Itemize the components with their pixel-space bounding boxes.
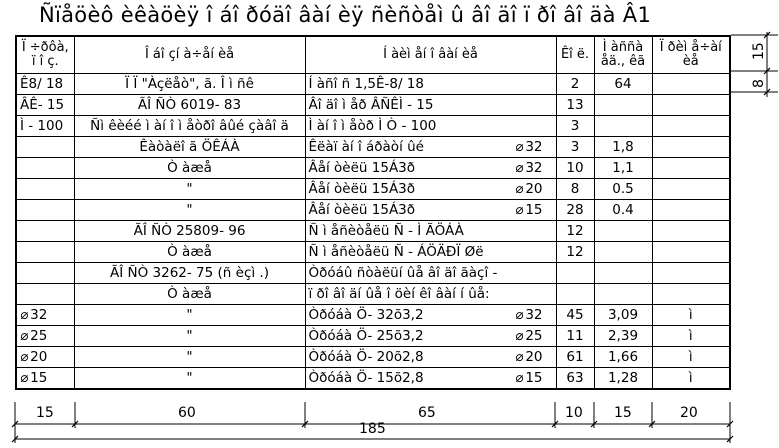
cell-unit-mass bbox=[594, 263, 652, 284]
cell-quantity: 28 bbox=[556, 200, 594, 221]
cell-unit-mass: 3,09 bbox=[594, 305, 652, 326]
cell-designation: Ò àæå bbox=[74, 242, 305, 263]
table-row bbox=[16, 158, 730, 179]
cell-unit-mass bbox=[594, 242, 652, 263]
cell-position bbox=[16, 179, 74, 200]
cell-note bbox=[652, 158, 730, 179]
header-note: Ï ðèì å÷àí èå bbox=[652, 36, 730, 74]
item-name: ï ðî âî äí ûå î öèí êî âàí í ûå: bbox=[308, 286, 490, 302]
cell-quantity: 12 bbox=[556, 221, 594, 242]
item-name: Òðóáû ñòàëüí ûå âî äî ãàçî - bbox=[308, 265, 498, 281]
cell-unit-mass: 1,1 bbox=[594, 158, 652, 179]
cell-quantity: 8 bbox=[556, 179, 594, 200]
cell-quantity bbox=[556, 284, 594, 305]
diameter-icon: ⌀ bbox=[515, 139, 524, 155]
cell-designation: " bbox=[74, 326, 305, 347]
cell-note bbox=[652, 137, 730, 158]
cell-position bbox=[16, 326, 74, 347]
cell-name bbox=[305, 242, 556, 263]
cell-name bbox=[305, 368, 556, 390]
header-name: Í àèì åí î âàí èå bbox=[305, 36, 556, 74]
header-designation: Î áî çí à÷åí èå bbox=[74, 36, 305, 74]
cell-note: ì bbox=[652, 326, 730, 347]
item-diameter: 15 bbox=[525, 370, 543, 386]
cell-note bbox=[652, 179, 730, 200]
cell-name bbox=[305, 326, 556, 347]
item-name: Òðóáà Ö- 15õ2,8 bbox=[308, 370, 424, 386]
cell-note bbox=[652, 74, 730, 95]
header-unit-mass: Ì àññà åä., êã bbox=[594, 36, 652, 74]
cell-note bbox=[652, 200, 730, 221]
cell-position bbox=[16, 200, 74, 221]
diameter-icon: ⌀ bbox=[515, 307, 524, 323]
cell-quantity: 3 bbox=[556, 137, 594, 158]
dim-row-height: 8 bbox=[751, 79, 767, 88]
cell-quantity: 61 bbox=[556, 347, 594, 368]
cell-unit-mass: 1,28 bbox=[594, 368, 652, 390]
item-diameter: 32 bbox=[525, 139, 543, 155]
diameter-icon: ⌀ bbox=[20, 370, 29, 386]
cell-designation: Ï Ï "Àçëåò", ã. Î ì ñê bbox=[74, 74, 305, 95]
cell-note bbox=[652, 116, 730, 137]
cell-name bbox=[305, 347, 556, 368]
cell-quantity: 45 bbox=[556, 305, 594, 326]
cell-position bbox=[16, 368, 74, 390]
cell-position bbox=[16, 221, 74, 242]
dim-col-4: 10 bbox=[565, 405, 583, 421]
table-row bbox=[16, 284, 730, 305]
table-row bbox=[16, 95, 730, 116]
item-name: Òðóáà Ö- 25õ3,2 bbox=[308, 328, 424, 344]
cell-designation: Êàòàëî ã ÖÊÁÀ bbox=[74, 137, 305, 158]
position-diameter: 32 bbox=[30, 307, 48, 323]
cell-name bbox=[305, 158, 556, 179]
cell-name bbox=[305, 221, 556, 242]
cell-designation: " bbox=[74, 368, 305, 390]
cell-unit-mass bbox=[594, 221, 652, 242]
cell-name bbox=[305, 200, 556, 221]
cell-quantity bbox=[556, 263, 594, 284]
cell-note bbox=[652, 95, 730, 116]
cell-position: Ê8/ 18 bbox=[16, 74, 74, 95]
table-row bbox=[16, 305, 730, 326]
item-diameter: 32 bbox=[525, 160, 543, 176]
item-name: Âåí òèëü 15Á3ð bbox=[308, 160, 416, 176]
dim-col-1: 15 bbox=[36, 405, 54, 421]
diameter-icon: ⌀ bbox=[515, 202, 524, 218]
cell-note: ì bbox=[652, 305, 730, 326]
cell-position: ÂÊ- 15 bbox=[16, 95, 74, 116]
cell-name bbox=[305, 179, 556, 200]
cell-quantity: 10 bbox=[556, 158, 594, 179]
item-name: Êëàï àí î áðàòí ûé bbox=[308, 139, 424, 155]
diameter-icon: ⌀ bbox=[515, 349, 524, 365]
cell-position bbox=[16, 158, 74, 179]
cell-designation: " bbox=[74, 305, 305, 326]
cell-note bbox=[652, 242, 730, 263]
cell-designation: ÃÎ ÑÒ 25809- 96 bbox=[74, 221, 305, 242]
diameter-icon: ⌀ bbox=[515, 370, 524, 386]
cell-name bbox=[305, 116, 556, 137]
header-quantity: Êî ë. bbox=[556, 36, 594, 74]
cell-note: ì bbox=[652, 347, 730, 368]
table-row bbox=[16, 137, 730, 158]
cell-name bbox=[305, 137, 556, 158]
item-name: Ñ ì åñèòåëü Ñ - Ì ÃÖÁÀ bbox=[308, 223, 464, 239]
cell-unit-mass: 0.5 bbox=[594, 179, 652, 200]
item-name: Òðóáà Ö- 32õ3,2 bbox=[308, 307, 424, 323]
header-position: Ï ÷ðôà, ï î ç. bbox=[16, 36, 74, 74]
cell-designation: ÃÎ ÑÒ 6019- 83 bbox=[74, 95, 305, 116]
position-diameter: 15 bbox=[30, 370, 48, 386]
diameter-icon: ⌀ bbox=[515, 181, 524, 197]
cell-quantity: 2 bbox=[556, 74, 594, 95]
cell-position bbox=[16, 347, 74, 368]
table-row bbox=[16, 263, 730, 284]
dim-col-2: 60 bbox=[178, 405, 196, 421]
diameter-icon: ⌀ bbox=[515, 160, 524, 176]
item-name: Ì àí î ì åòð Ì Ò - 100 bbox=[308, 118, 437, 134]
cell-note bbox=[652, 284, 730, 305]
item-diameter: 32 bbox=[525, 307, 543, 323]
table-row bbox=[16, 221, 730, 242]
item-diameter: 15 bbox=[525, 202, 543, 218]
cell-unit-mass bbox=[594, 95, 652, 116]
cell-quantity: 12 bbox=[556, 242, 594, 263]
cell-designation: " bbox=[74, 347, 305, 368]
table-header-row bbox=[16, 36, 730, 74]
dim-col-6: 20 bbox=[680, 405, 698, 421]
table-row bbox=[16, 347, 730, 368]
table-row bbox=[16, 200, 730, 221]
diameter-icon: ⌀ bbox=[20, 328, 29, 344]
item-diameter: 20 bbox=[525, 181, 543, 197]
item-name: Í àñî ñ 1,5Ê-8/ 18 bbox=[308, 76, 424, 92]
item-name: Âî äî ì åð ÂÑÊÌ - 15 bbox=[308, 97, 434, 113]
table-row bbox=[16, 368, 730, 390]
table-row bbox=[16, 116, 730, 137]
dim-header-height: 15 bbox=[751, 42, 767, 60]
item-diameter: 20 bbox=[525, 349, 543, 365]
position-diameter: 25 bbox=[30, 328, 48, 344]
cell-unit-mass bbox=[594, 284, 652, 305]
cell-quantity: 63 bbox=[556, 368, 594, 390]
cell-quantity: 11 bbox=[556, 326, 594, 347]
item-name: Âåí òèëü 15Á3ð bbox=[308, 181, 416, 197]
cell-unit-mass bbox=[594, 116, 652, 137]
cell-designation: Ñì êèéé ì àí î ì åòðî âûé çàâî ä bbox=[74, 116, 305, 137]
item-name: Âåí òèëü 15Á3ð bbox=[308, 202, 416, 218]
position-diameter: 20 bbox=[30, 349, 48, 365]
cell-unit-mass: 0.4 bbox=[594, 200, 652, 221]
cell-name bbox=[305, 74, 556, 95]
cell-position bbox=[16, 263, 74, 284]
dim-col-5: 15 bbox=[614, 405, 632, 421]
cell-quantity: 3 bbox=[556, 116, 594, 137]
cell-name bbox=[305, 263, 556, 284]
cell-quantity: 13 bbox=[556, 95, 594, 116]
specification-table bbox=[15, 35, 731, 390]
document-title: Ñïåöèô èêàöèÿ î áî ðóäî âàí èÿ ñèñòåì û âî äî ï ðî âî äà Â1 bbox=[39, 3, 652, 27]
cell-designation: Ò àæå bbox=[74, 158, 305, 179]
item-diameter: 25 bbox=[525, 328, 543, 344]
cell-designation: " bbox=[74, 179, 305, 200]
diameter-icon: ⌀ bbox=[20, 307, 29, 323]
cell-name bbox=[305, 305, 556, 326]
cell-name bbox=[305, 95, 556, 116]
cell-designation: Ò àæå bbox=[74, 284, 305, 305]
cell-unit-mass: 2,39 bbox=[594, 326, 652, 347]
cell-unit-mass: 64 bbox=[594, 74, 652, 95]
table-row bbox=[16, 326, 730, 347]
cell-note: ì bbox=[652, 368, 730, 390]
cell-position bbox=[16, 137, 74, 158]
table-row bbox=[16, 242, 730, 263]
cell-position bbox=[16, 305, 74, 326]
cell-designation: " bbox=[74, 200, 305, 221]
cell-name bbox=[305, 284, 556, 305]
cell-position: Ì - 100 bbox=[16, 116, 74, 137]
diameter-icon: ⌀ bbox=[20, 349, 29, 365]
item-name: Ñ ì åñèòåëü Ñ - ÁÖÄÐÏ Øë bbox=[308, 244, 484, 260]
cell-position bbox=[16, 284, 74, 305]
table-row bbox=[16, 74, 730, 95]
cell-designation: ÃÎ ÑÒ 3262- 75 (ñ èçì .) bbox=[74, 263, 305, 284]
cell-unit-mass: 1,8 bbox=[594, 137, 652, 158]
dim-total: 185 bbox=[359, 421, 386, 437]
item-name: Òðóáà Ö- 20õ2,8 bbox=[308, 349, 424, 365]
cell-unit-mass: 1,66 bbox=[594, 347, 652, 368]
cell-position bbox=[16, 242, 74, 263]
cell-note bbox=[652, 221, 730, 242]
cell-note bbox=[652, 263, 730, 284]
table-row bbox=[16, 179, 730, 200]
dim-col-3: 65 bbox=[418, 405, 436, 421]
diameter-icon: ⌀ bbox=[515, 328, 524, 344]
